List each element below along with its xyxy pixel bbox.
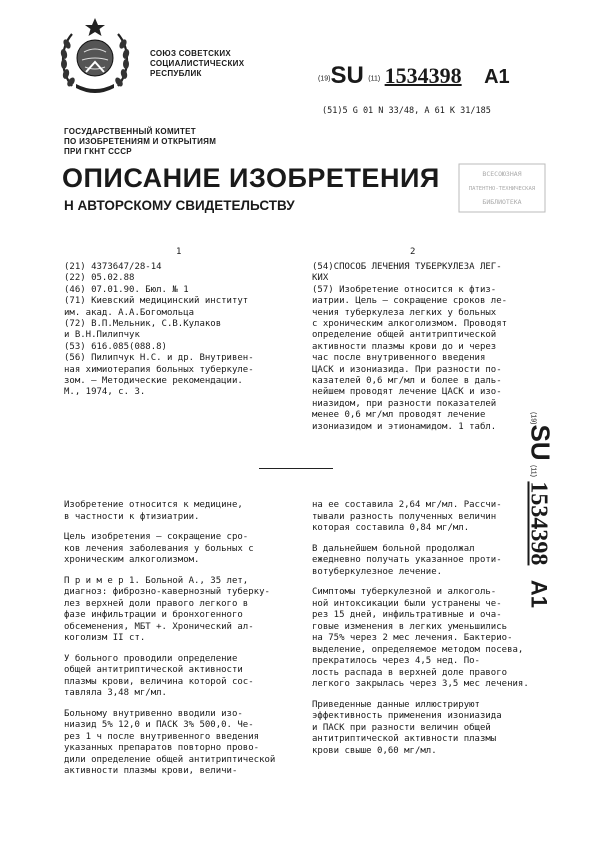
paragraph-gap: [64, 645, 290, 654]
abstract-line: КИХ: [312, 273, 329, 284]
paragraph: [312, 700, 538, 758]
section-divider: [259, 468, 333, 469]
abstract-line: ниазидом, при разности показателей: [312, 398, 497, 409]
svg-text:БИБЛИОТЕКА: БИБЛИОТЕКА: [482, 198, 522, 206]
paragraph: [64, 500, 290, 523]
paragraph: [64, 576, 290, 645]
text-line: Симптомы туберкулезной и алкоголь-: [312, 587, 497, 597]
text-line: выделение, определяемое методом посева,: [312, 644, 524, 655]
abstract-line: (54)СПОСОБ ЛЕЧЕНИЯ ТУБЕРКУЛЕЗА ЛЕГ-: [312, 262, 502, 272]
paragraph: [64, 709, 290, 778]
text-line: У больного проводили определение: [64, 653, 238, 664]
text-line: обсеменения, МБТ +. Хронический ал-: [64, 621, 254, 632]
paragraph: [312, 544, 538, 579]
paragraph-gap: [312, 535, 538, 544]
biblio-line: (21) 4373647/28-14: [64, 262, 162, 272]
text-line: которая составила 0,84 мг/мл.: [312, 523, 470, 533]
paragraph: [64, 532, 290, 567]
text-line: и ПАСК при разности величин общей: [312, 722, 491, 733]
bibliographic-data: [64, 262, 290, 399]
text-line: дили определение общей антитриптической: [64, 754, 276, 765]
country-code: SU: [330, 62, 364, 89]
text-line: на ее составила 2,64 мг/мл. Рассчи-: [312, 500, 502, 510]
text-line: на 75% через 2 мес лечения. Бактерио-: [312, 633, 513, 643]
biblio-line: (53) 616.085(088.8): [64, 341, 167, 352]
abstract-line: нейшем проводят лечение ЦАСК и изо-: [312, 387, 502, 398]
biblio-line: М., 1974, с. 3.: [64, 387, 146, 398]
biblio-line: (71) Киевский медицинский институт: [64, 296, 249, 307]
biblio-line: ная химиотерапия больных туберкуле-: [64, 364, 254, 375]
abstract-line: казателей 0,6 мг/мл и более в даль-: [312, 376, 502, 387]
text-line: эффективность применения изониазида: [312, 711, 502, 721]
paragraph: [312, 500, 538, 535]
text-line: рез 15 дней, инфильтративные и оча-: [312, 610, 502, 620]
abstract-line: менее 0,6 мг/мл проводят лечение: [312, 410, 486, 421]
text-line: плазмы крови, величина которой сос-: [64, 676, 254, 687]
paragraph: [64, 654, 290, 700]
text-line: ков лечения заболевания у больных с: [64, 543, 254, 554]
abstract-line: изониазидом и этионамидом. 1 табл.: [312, 421, 497, 432]
paragraph-gap: [64, 700, 290, 709]
biblio-line: (46) 07.01.90. Бюл. № 1: [64, 284, 189, 295]
description-left-column: [64, 500, 290, 778]
side-patent-number: (19)SU (11) 1534398 A1: [525, 412, 556, 608]
paragraph-gap: [312, 578, 538, 587]
state-emblem-icon: [58, 16, 132, 96]
biblio-line: и В.Н.Пилипчук: [64, 330, 140, 341]
paragraph-gap: [64, 523, 290, 532]
biblio-line: (56) Пилипчук Н.С. и др. Внутривен-: [64, 353, 254, 364]
text-line: Больному внутривенно вводили изо-: [64, 708, 243, 719]
abstract-line: иатрии. Цель – сокращение сроков ле-: [312, 296, 508, 307]
text-line: активности плазмы крови, величи-: [64, 766, 238, 776]
svg-text:ВСЕСОЮЗНАЯ: ВСЕСОЮЗНАЯ: [482, 170, 522, 178]
text-line: легкого закрылась через 3,5 мес лечения.: [312, 679, 529, 689]
text-line: лость распада в верхней доле правого: [312, 667, 508, 678]
text-line: рез 1 ч после внутривенного введения: [64, 731, 260, 742]
paragraph: [312, 587, 538, 691]
text-line: общей антитриптической активности: [64, 665, 243, 675]
text-line: вотуберкулезное лечение.: [312, 566, 443, 577]
text-line: прекратилось через 4,5 нед. По-: [312, 656, 480, 666]
abstract-line: чения туберкулеза легких у больных: [312, 307, 497, 318]
biblio-line: (22) 05.02.88: [64, 273, 135, 284]
text-line: антитриптической активности плазмы: [312, 734, 497, 744]
paragraph-gap: [312, 691, 538, 700]
text-line: указанных препаратов повторно прово-: [64, 743, 260, 753]
text-line: говые изменения в легких уменьшились: [312, 621, 508, 632]
ipc-classification: (51)5 G 01 N 33/48, A 61 K 31/185: [322, 106, 491, 116]
abstract: [312, 262, 538, 433]
biblio-line: им. акад. А.А.Богомольца: [64, 307, 195, 318]
biblio-line: зом. – Методические рекомендации.: [64, 376, 243, 387]
text-line: фазе инфильтрации и бронхогенного: [64, 610, 243, 620]
column-number-right: 2: [410, 247, 416, 257]
text-line: хроническим алкоголизмом.: [64, 555, 200, 565]
abstract-line: час после внутривенного введения: [312, 353, 486, 364]
committee-name: ГОСУДАРСТВЕННЫЙ КОМИТЕТ ПО ИЗОБРЕТЕНИЯМ И ОТКРЫТИЯМ ПРИ ГКНТ СССР: [64, 127, 217, 156]
text-line: в частности к фтизиатрии.: [64, 511, 200, 522]
svg-text:ПАТЕНТНО-ТЕХНИЧЕСКАЯ: ПАТЕНТНО-ТЕХНИЧЕСКАЯ: [468, 186, 536, 192]
text-line: тавляла 3,48 мг/мл.: [64, 688, 167, 698]
text-line: лез верхней доли правого легкого в: [64, 598, 249, 609]
abstract-line: ЦАСК и изониазида. При разности по-: [312, 364, 502, 375]
text-line: В дальнейшем больной продолжал: [312, 543, 475, 554]
text-line: Приведенные данные иллюстрируют: [312, 699, 480, 710]
union-name: СОЮЗ СОВЕТСКИХ СОЦИАЛИСТИЧЕСКИХ РЕСПУБЛИК: [150, 49, 245, 78]
patent-number-line: (19)SU (11) 1534398 A1: [318, 62, 510, 89]
document-subtitle: Н АВТОРСКОМУ СВИДЕТЕЛЬСТВУ: [64, 198, 295, 213]
patent-number: 1534398: [384, 63, 462, 88]
text-line: крови свыше 0,60 мг/мл.: [312, 745, 437, 756]
abstract-line: (57) Изобретение относится к фтиз-: [312, 284, 497, 295]
text-line: ниазид 5% 12,0 и ПАСК 3% 500,0. Че-: [64, 720, 254, 730]
text-line: Изобретение относится к медицине,: [64, 500, 243, 510]
text-line: П р и м е р 1. Больной А., 35 лет,: [64, 575, 249, 586]
abstract-line: определение общей антитриптической: [312, 330, 497, 341]
text-line: Цель изобретения – сокращение сро-: [64, 532, 249, 542]
text-line: тывали разность полученных величин: [312, 511, 497, 522]
biblio-line: (72) В.П.Мельник, С.В.Кулаков: [64, 319, 222, 330]
abstract-line: с хроническим алкоголизмом. Проводят: [312, 319, 508, 330]
text-line: ежедневно получать указанное проти-: [312, 555, 502, 565]
description-right-column: [312, 500, 538, 757]
document-title: ОПИСАНИЕ ИЗОБРЕТЕНИЯ: [62, 163, 440, 193]
kind-code: A1: [484, 66, 510, 88]
paragraph-gap: [64, 567, 290, 576]
abstract-line: активности плазмы крови до и через: [312, 341, 497, 352]
library-stamp: [458, 163, 546, 213]
text-line: коголизм II ст.: [64, 633, 146, 643]
column-number-left: 1: [176, 247, 182, 257]
text-line: диагноз: фиброзно-кавернозный туберку-: [64, 587, 270, 597]
text-line: ной интоксикации были устранены че-: [312, 598, 502, 609]
